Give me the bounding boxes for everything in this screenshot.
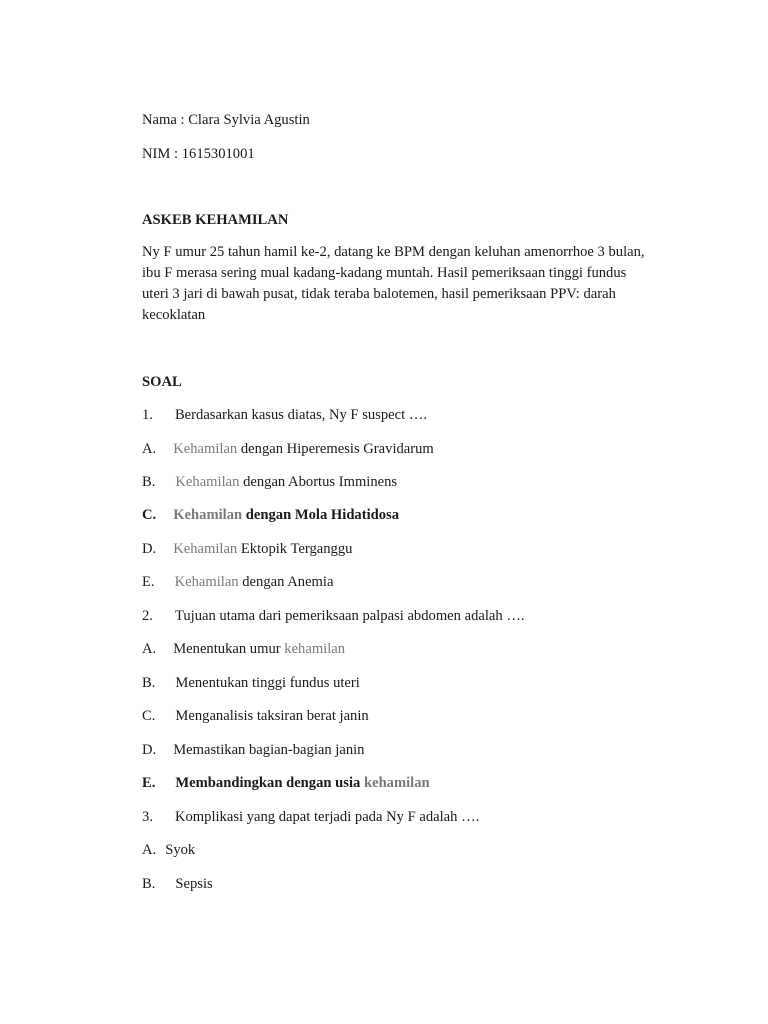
- option-text: Membandingkan dengan usia: [175, 775, 364, 791]
- option-highlight: Kehamilan: [173, 541, 238, 557]
- option-text: dengan Anemia: [238, 574, 334, 590]
- q2-option-e-answer: [142, 774, 430, 792]
- section-title-soal: SOAL: [142, 374, 182, 390]
- option-letter: C.: [142, 507, 157, 523]
- question-2: [142, 607, 525, 625]
- option-highlight: Kehamilan: [175, 474, 240, 490]
- question-3: [142, 808, 479, 826]
- option-text: dengan Abortus Imminens: [239, 474, 398, 490]
- question-number: 1.: [142, 407, 153, 423]
- q1-option-c-answer: [142, 506, 399, 524]
- q1-option-b: [142, 473, 397, 491]
- option-letter: A.: [142, 441, 157, 457]
- option-text: Ektopik Terganggu: [237, 541, 353, 557]
- section-title-askeb: ASKEB KEHAMILAN: [142, 212, 289, 228]
- case-line: ibu F merasa sering mual kadang-kadang muntah. Hasil pemeriksaan tinggi fundus: [142, 265, 627, 281]
- q1-option-e: [142, 573, 333, 591]
- option-letter: B.: [142, 675, 156, 691]
- case-line: Ny F umur 25 tahun hamil ke-2, datang ke BPM dengan keluhan amenorrhoe 3 bulan,: [142, 244, 645, 260]
- option-highlight: Kehamilan: [173, 441, 238, 457]
- q2-option-d: [142, 741, 364, 759]
- option-highlight: kehamilan: [284, 641, 346, 657]
- option-letter: A.: [142, 641, 157, 657]
- question-text: Tujuan utama dari pemeriksaan palpasi abdomen adalah ….: [174, 608, 525, 624]
- question-text: Komplikasi yang dapat terjadi pada Ny F adalah ….: [174, 809, 480, 825]
- option-highlight: Kehamilan: [174, 574, 239, 590]
- option-letter: E.: [142, 775, 156, 791]
- case-line: kecoklatan: [142, 307, 206, 323]
- option-letter: C.: [142, 708, 156, 724]
- q2-option-a: [142, 640, 345, 658]
- option-letter: A.: [142, 842, 157, 858]
- option-text: Syok: [165, 842, 196, 858]
- option-highlight: Kehamilan: [173, 507, 243, 523]
- question-text: Berdasarkan kasus diatas, Ny F suspect ….: [174, 407, 428, 423]
- option-letter: E.: [142, 574, 155, 590]
- q1-option-a: [142, 440, 434, 458]
- case-description: [142, 242, 672, 326]
- option-text: dengan Hiperemesis Gravidarum: [237, 441, 434, 457]
- option-letter: B.: [142, 876, 156, 892]
- case-line: uteri 3 jari di bawah pusat, tidak teraba balotemen, hasil pemeriksaan PPV: darah: [142, 286, 616, 302]
- q3-option-b: [142, 875, 213, 893]
- option-text: Memastikan bagian-bagian janin: [173, 742, 365, 758]
- option-text: Menentukan umur: [173, 641, 285, 657]
- question-1: [142, 406, 427, 424]
- option-text: Menentukan tinggi fundus uteri: [175, 675, 360, 691]
- option-text: dengan Mola Hidatidosa: [242, 507, 400, 523]
- question-number: 2.: [142, 608, 153, 624]
- question-number: 3.: [142, 809, 153, 825]
- option-letter: D.: [142, 541, 157, 557]
- option-letter: D.: [142, 742, 157, 758]
- student-nim: NIM : 1615301001: [142, 146, 255, 162]
- student-name: Nama : Clara Sylvia Agustin: [142, 112, 310, 128]
- q2-option-c: [142, 707, 369, 725]
- option-text: Menganalisis taksiran berat janin: [175, 708, 369, 724]
- q2-option-b: [142, 674, 360, 692]
- option-text: Sepsis: [175, 876, 213, 892]
- q3-option-a: [142, 841, 195, 859]
- option-letter: B.: [142, 474, 156, 490]
- q1-option-d: [142, 540, 352, 558]
- option-highlight: kehamilan: [363, 775, 430, 791]
